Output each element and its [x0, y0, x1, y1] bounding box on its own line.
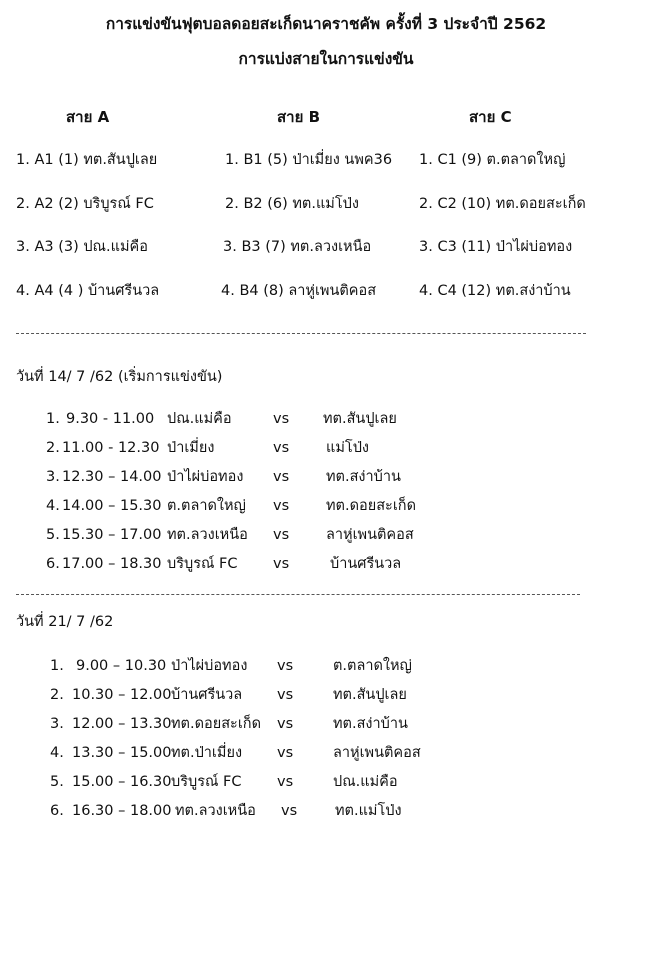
group-c-team: 3. C3 (11) ป่าไผ่บ่อทอง — [419, 239, 573, 255]
match-time: 10.30 – 12.00 — [72, 687, 172, 703]
group-c-team: 1. C1 (9) ต.ตลาดใหญ่ — [419, 152, 566, 168]
match-time: 9.30 - 11.00 — [66, 411, 155, 427]
match-time: 14.00 – 15.30 — [62, 498, 162, 514]
match-home: บริบูรณ์ FC — [171, 774, 242, 790]
match-no: 5. — [50, 774, 64, 790]
match-vs: vs — [277, 687, 294, 703]
match-vs: vs — [273, 556, 290, 572]
match-away: ปณ.แม่คือ — [333, 774, 398, 790]
match-no: 2. — [46, 440, 60, 456]
group-b-team: 4. B4 (8) ลาหู่เพนติคอส — [221, 283, 377, 299]
match-home: บ้านศรีนวล — [171, 687, 243, 703]
match-no: 5. — [46, 527, 60, 543]
match-no: 4. — [50, 745, 64, 761]
match-no: 6. — [50, 803, 64, 819]
group-b-team: 3. B3 (7) ทต.ลวงเหนือ — [223, 239, 372, 255]
match-vs: vs — [281, 803, 298, 819]
group-a-team: 1. A1 (1) ทต.สันปูเลย — [16, 152, 158, 168]
match-time: 12.30 – 14.00 — [62, 469, 162, 485]
match-away: ทต.สันปูเลย — [323, 411, 397, 427]
group-c-team: 2. C2 (10) ทต.ดอยสะเก็ด — [419, 196, 586, 212]
match-time: 12.00 – 13.30 — [72, 716, 172, 732]
match-vs: vs — [273, 440, 290, 456]
match-no: 4. — [46, 498, 60, 514]
match-vs: vs — [273, 527, 290, 543]
match-home: ทต.ป่าเมี่ยง — [171, 745, 243, 761]
match-home: ทต.ลวงเหนือ — [175, 803, 256, 819]
page-title: การแข่งขันฟุตบอลดอยสะเก็ดนาคราชคัพ ครั้งที่ 3 ประจำปี 2562 — [105, 15, 547, 33]
match-vs: vs — [277, 658, 294, 674]
group-a-team: 4. A4 (4 ) บ้านศรีนวล — [16, 283, 160, 299]
match-vs: vs — [277, 774, 294, 790]
match-no: 6. — [46, 556, 60, 572]
match-away: ทต.สง่าบ้าน — [333, 716, 408, 732]
match-vs: vs — [277, 745, 294, 761]
group-a-header: สาย A — [66, 108, 110, 126]
match-no: 2. — [50, 687, 64, 703]
match-away: แม่โป่ง — [326, 440, 369, 456]
match-no: 1. — [50, 658, 64, 674]
match-time: 9.00 – 10.30 — [76, 658, 167, 674]
match-home: ปณ.แม่คือ — [167, 411, 232, 427]
match-away: บ้านศรีนวล — [330, 556, 402, 572]
match-home: ทต.ลวงเหนือ — [167, 527, 248, 543]
match-no: 3. — [46, 469, 60, 485]
match-time: 16.30 – 18.00 — [72, 803, 172, 819]
match-time: 11.00 - 12.30 — [62, 440, 160, 456]
divider — [16, 333, 586, 334]
match-away: ลาหู่เพนติคอส — [326, 527, 414, 543]
match-away: ลาหู่เพนติคอส — [333, 745, 421, 761]
match-vs: vs — [277, 716, 294, 732]
match-home: ป่าเมี่ยง — [167, 440, 215, 456]
day-2-label: วันที่ 21/ 7 /62 — [16, 614, 114, 630]
match-home: บริบูรณ์ FC — [167, 556, 238, 572]
group-a-team: 2. A2 (2) บริบูรณ์ FC — [16, 196, 154, 212]
match-home: ป่าไผ่บ่อทอง — [167, 469, 244, 485]
match-away: ทต.สันปูเลย — [333, 687, 407, 703]
group-b-team: 1. B1 (5) ป่าเมี่ยง นพค36 — [225, 152, 393, 168]
match-vs: vs — [273, 469, 290, 485]
match-vs: vs — [273, 411, 290, 427]
page-subtitle: การแบ่งสายในการแข่งขัน — [238, 50, 414, 68]
match-away: ทต.สง่าบ้าน — [326, 469, 401, 485]
match-time: 15.30 – 17.00 — [62, 527, 162, 543]
group-b-team: 2. B2 (6) ทต.แม่โป่ง — [225, 196, 359, 212]
match-time: 13.30 – 15.00 — [72, 745, 172, 761]
match-vs: vs — [273, 498, 290, 514]
match-time: 15.00 – 16.30 — [72, 774, 172, 790]
match-home: ต.ตลาดใหญ่ — [167, 498, 246, 514]
group-b-header: สาย B — [277, 108, 321, 126]
match-away: ทต.แม่โป่ง — [335, 803, 402, 819]
group-c-team: 4. C4 (12) ทต.สง่าบ้าน — [419, 283, 571, 299]
group-a-team: 3. A3 (3) ปณ.แม่คือ — [16, 239, 148, 255]
match-no: 3. — [50, 716, 64, 732]
match-home: ป่าไผ่บ่อทอง — [171, 658, 248, 674]
match-away: ต.ตลาดใหญ่ — [333, 658, 412, 674]
day-1-label: วันที่ 14/ 7 /62 (เริ่มการแข่งขัน) — [16, 369, 223, 385]
match-away: ทต.ดอยสะเก็ด — [326, 498, 416, 514]
match-no: 1. — [46, 411, 60, 427]
match-home: ทต.ดอยสะเก็ด — [171, 716, 261, 732]
divider — [16, 594, 580, 595]
match-time: 17.00 – 18.30 — [62, 556, 162, 572]
group-c-header: สาย C — [469, 108, 512, 126]
